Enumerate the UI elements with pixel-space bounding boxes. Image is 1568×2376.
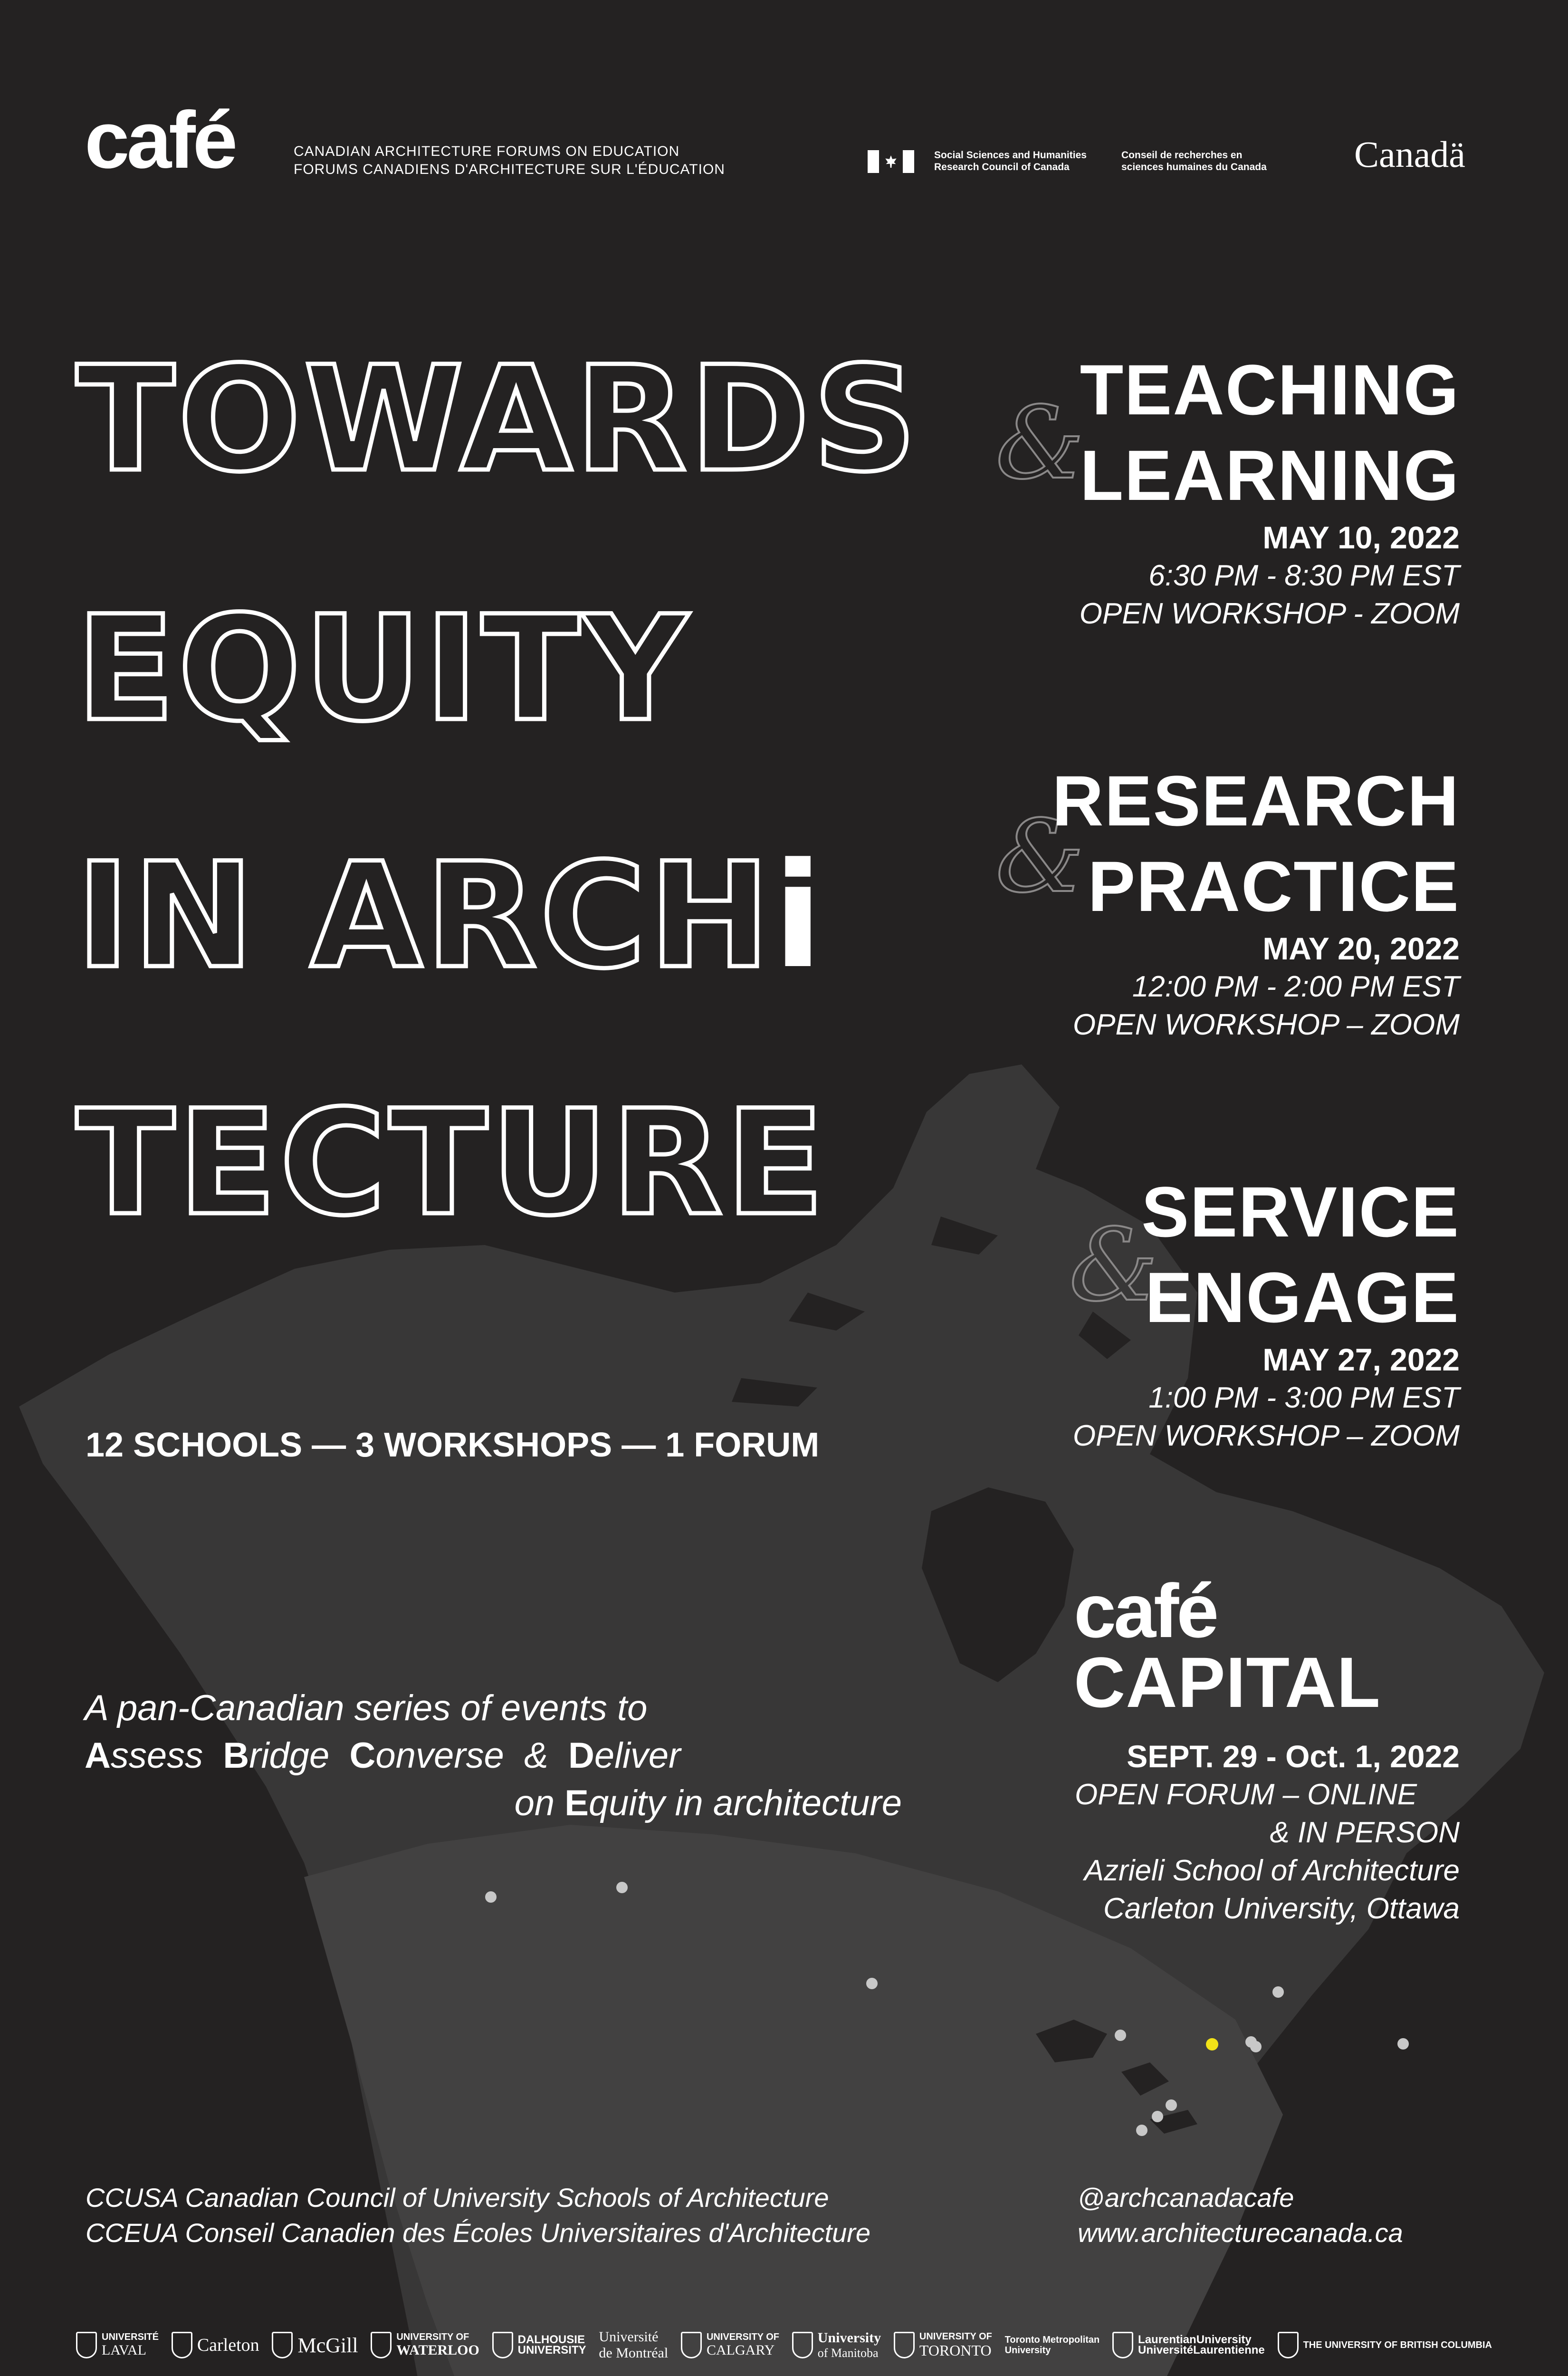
tagline-line-3: on Equity in architecture (514, 1783, 902, 1823)
event-heading-2b: PRACTICE (1088, 846, 1460, 926)
logo-manitoba: University of Manitoba (792, 2330, 881, 2360)
capital-format-2: & IN PERSON (1270, 1816, 1460, 1849)
tagline (85, 1685, 902, 1827)
event-research-practice (1052, 758, 1460, 1044)
logo-ubc: THE UNIVERSITY OF BRITISH COLUMBIA (1278, 2332, 1492, 2358)
event-date: MAY 10, 2022 (1262, 520, 1460, 555)
event-heading-3b: ENGAGE (1145, 1257, 1460, 1337)
event-time: 1:00 PM - 3:00 PM EST (1148, 1381, 1460, 1414)
school-dot (1136, 2125, 1147, 2136)
school-dot (616, 1882, 628, 1893)
event-heading-1a: TEACHING (1080, 350, 1460, 430)
capital-venue: Azrieli School of Architecture (1084, 1854, 1460, 1887)
logo-calgary: UNIVERSITY OF CALGARY (681, 2332, 779, 2358)
school-dot (1397, 2038, 1409, 2050)
contact (1078, 2180, 1403, 2251)
website-link[interactable]: www.architecturecanada.ca (1078, 2218, 1403, 2248)
event-heading-1b: LEARNING (1080, 435, 1460, 515)
capital-heading: CAPITAL (1074, 1642, 1381, 1722)
tagline-line-1: A pan-Canadian series of events to (85, 1688, 648, 1728)
cafe-logo: café (85, 95, 235, 185)
school-dot (1115, 2030, 1126, 2041)
brand-line-en: CANADIAN ARCHITECTURE FORUMS ON EDUCATION (294, 144, 680, 159)
social-handle[interactable]: @archcanadacafe (1078, 2183, 1294, 2213)
ampersand-icon: & (995, 385, 1084, 501)
title-line-towards: TOWARDS (76, 335, 920, 504)
council-names (86, 2180, 870, 2251)
event-format: OPEN WORKSHOP – ZOOM (1072, 1008, 1460, 1041)
logo-toronto: UNIVERSITY OF TORONTO (894, 2331, 992, 2359)
event-date: MAY 20, 2022 (1262, 931, 1460, 966)
ampersand-icon: & (1069, 1207, 1158, 1323)
title-solid-i: i (773, 832, 826, 1000)
capital-format-1: OPEN FORUM – ONLINE (1075, 1778, 1417, 1811)
logo-dalhousie: DALHOUSIE UNIVERSITY (492, 2332, 586, 2358)
tagline-line-2: Assess Bridge Converse & Deliver (85, 1735, 681, 1776)
event-format: OPEN WORKSHOP – ZOOM (1072, 1419, 1460, 1452)
university-logos (76, 2324, 1492, 2366)
ampersand-icon: & (995, 798, 1084, 915)
logo-mcgill: McGill (272, 2332, 358, 2358)
cafe-brand-text (294, 143, 725, 179)
capital-date: SEPT. 29 - Oct. 1, 2022 (1127, 1739, 1460, 1774)
title-line-tecture: TECTURE (76, 1079, 828, 1247)
cceua-text: CCEUA Conseil Canadien des Écoles Universitaires d'Architecture (86, 2218, 870, 2248)
schools-workshops-forum: 12 SCHOOLS — 3 WORKSHOPS — 1 FORUM (86, 1426, 820, 1464)
logo-tmu: Toronto Metropolitan University (1004, 2335, 1100, 2356)
event-format: OPEN WORKSHOP - ZOOM (1079, 597, 1460, 630)
logo-carleton: Carleton (172, 2332, 259, 2358)
sshrc-english: Social Sciences and Humanities Research Council of Canada (934, 150, 1087, 172)
logo-montreal: Université de Montréal (599, 2329, 669, 2361)
logo-waterloo: UNIVERSITY OF WATERLOO (371, 2332, 479, 2358)
ottawa-dot (1206, 2038, 1218, 2050)
event-heading-3a: SERVICE (1141, 1172, 1460, 1252)
canada-flag-icon (868, 150, 914, 173)
school-dot (1166, 2099, 1177, 2111)
event-date: MAY 27, 2022 (1262, 1342, 1460, 1377)
cafe-capital (1074, 1568, 1460, 1722)
cafe-capital-logo: café (1074, 1568, 1217, 1653)
ccusa-text: CCUSA Canadian Council of University Schools of Architecture (86, 2183, 829, 2213)
school-dot (866, 1978, 878, 1989)
event-time: 12:00 PM - 2:00 PM EST (1132, 970, 1460, 1003)
logo-laurentian: LaurentianUniversity UniversitéLaurentienne (1112, 2332, 1265, 2358)
event-teaching-learning (1080, 347, 1460, 633)
event-service-engage (1073, 1169, 1460, 1455)
school-dot (1272, 1986, 1284, 1998)
title-line-in-archi: IN ARCHi (76, 832, 826, 1000)
canada-wordmark: Canadä (1354, 134, 1465, 175)
event-heading-2a: RESEARCH (1052, 761, 1460, 841)
event-time: 6:30 PM - 8:30 PM EST (1148, 559, 1460, 592)
capital-location: Carleton University, Ottawa (1103, 1892, 1460, 1925)
capital-details (1075, 1737, 1460, 1928)
sshrc-french: Conseil de recherches en sciences humaines du Canada (1121, 150, 1267, 172)
logo-laval: UNIVERSITÉ LAVAL (76, 2332, 159, 2358)
title-line-equity: EQUITY (76, 584, 691, 753)
school-dot (1152, 2111, 1163, 2122)
school-dot (485, 1891, 497, 1903)
school-dot (1250, 2041, 1262, 2052)
brand-line-fr: FORUMS CANADIENS D'ARCHITECTURE SUR L'ÉDUCATION (294, 162, 725, 177)
